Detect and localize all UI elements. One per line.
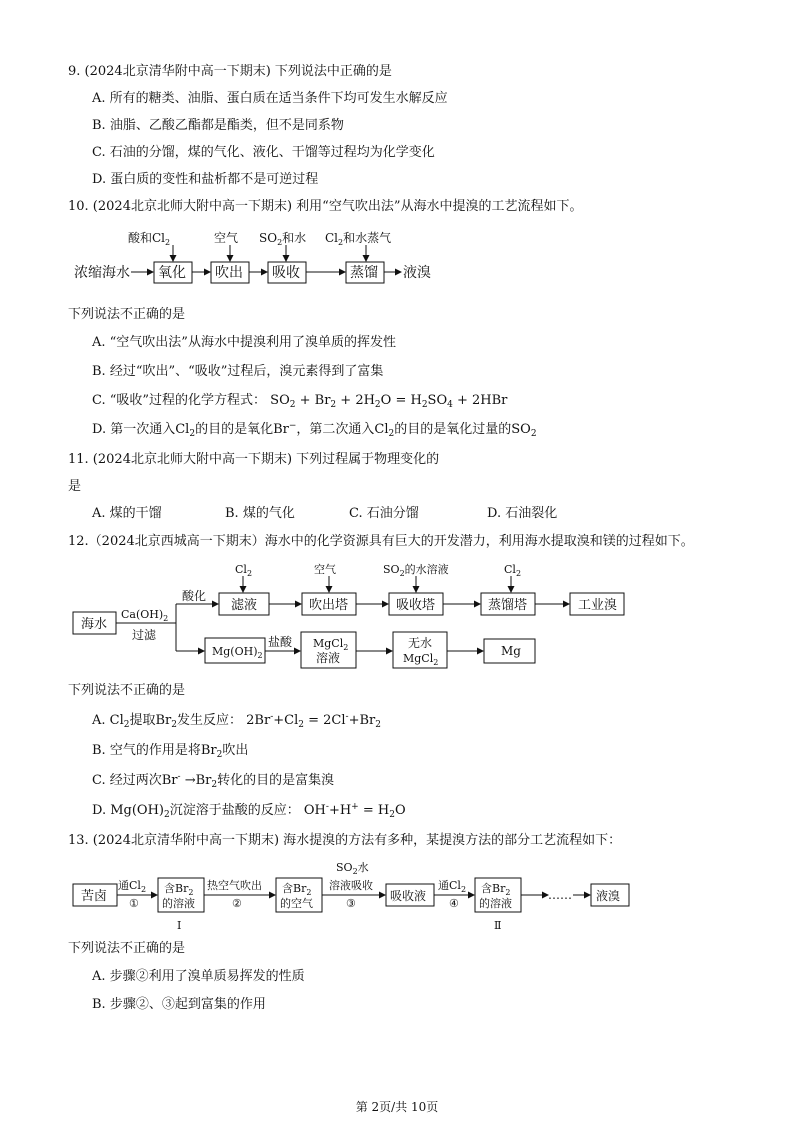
- q13-option-b: B. 步骤②、③起到富集的作用: [92, 997, 266, 1012]
- q12-box-mg-label: Mg: [501, 644, 521, 658]
- page-footer: 第 2页/共 10页: [355, 1100, 439, 1114]
- q10-option-c: C. “吸收”过程的化学方程式： $SO_2 + Br_2 + 2H_2O = H_2SO_4 + 2HBr$: [92, 393, 508, 410]
- q10-option-b: B. 经过“吹出”、“吸收”过程后，溴元素得到了富集: [92, 364, 384, 379]
- q13-box-br2-solution-1-top: 含$Br_2$: [164, 882, 194, 897]
- q12-option-a: A. $Cl_2$提取$Br_2$发生反应： $2Br^-+Cl_2 = 2Cl^-+Br_2$: [92, 712, 381, 730]
- q12-box-solution-label: 溶液: [316, 651, 341, 665]
- q12-box-tower2-label: 吸收塔: [396, 598, 436, 613]
- q13-step3-label-bottom: 溶液吸收: [329, 879, 373, 892]
- q12-box-anhydrous-mgcl2-label: MgCl$_2$: [403, 652, 439, 667]
- q11-option-c: C. 石油分馏: [349, 506, 419, 521]
- q13-box-brine-label: 苦卤: [81, 889, 108, 904]
- q13-label-one: Ⅰ: [177, 919, 182, 932]
- q9-option-b: B. 油脂、乙酸乙酯都是酯类，但不是同系物: [92, 118, 344, 133]
- q10-option-a: A. “空气吹出法”从海水中提溴利用了溴单质的挥发性: [92, 335, 396, 350]
- q10-option-d: D. 第一次通入$Cl_2$的目的是氧化Br−，第二次通入$Cl_2$的目的是氧化过量的$SO_2$: [92, 421, 537, 439]
- q10-start-seawater: 浓缩海水: [74, 265, 130, 281]
- q11-option-d: D. 石油裂化: [487, 506, 558, 521]
- q12-flow-diagram: [73, 562, 624, 668]
- q12-input-cl2-a: $Cl_2$: [235, 563, 253, 578]
- q13-box-absorbent-label: 吸收液: [390, 889, 427, 903]
- q12-input-so2-solution: $SO_2$的水溶液: [383, 563, 449, 578]
- q12-hcl-label: 盐酸: [268, 635, 293, 649]
- q12-box-anhydrous-label: 无水: [408, 636, 433, 650]
- q10-end-liquid-bromine: 液溴: [403, 265, 431, 281]
- q12-reagent-caoh2: $Ca(OH)_2$: [121, 608, 169, 623]
- q9-option-d: D. 蛋白质的变性和盐析都不是可逆过程: [92, 172, 319, 187]
- q12-filter-label: 过滤: [132, 628, 157, 642]
- q11-stem: 11. (2024北京北师大附中高一下期末) 下列过程属于物理变化的: [68, 452, 440, 467]
- q12-acidify-label: 酸化: [182, 589, 207, 603]
- q10-input-air: 空气: [214, 231, 239, 245]
- q13-dots: ……: [548, 888, 572, 902]
- q12-box-mgcl2-label: MgCl$_2$: [313, 637, 349, 652]
- q10-input-acid-cl2: 酸和$Cl_2$: [128, 231, 171, 247]
- q13-flow-diagram: [73, 860, 629, 932]
- q13-step1-label: 通$Cl_2$: [118, 879, 147, 894]
- q10-stem: 10. (2024北京北师大附中高一下期末) 利用“空气吹出法”从海水中提溴的工艺流程如下。: [68, 199, 583, 214]
- q11-stem-cont: 是: [68, 479, 82, 494]
- q13-box-liquid-bromine-label: 液溴: [596, 889, 621, 903]
- q13-box-br2-solution-2-bottom: 的溶液: [479, 897, 512, 910]
- q13-option-a: A. 步骤②利用了溴单质易挥发的性质: [92, 969, 305, 984]
- q11-option-a: A. 煤的干馏: [92, 506, 162, 521]
- q10-box-distill-label: 蒸馏: [350, 265, 378, 281]
- q13-step2-label: 热空气吹出: [207, 879, 262, 892]
- q9-stem: 9. (2024北京清华附中高一下期末) 下列说法中正确的是: [68, 64, 392, 79]
- q13-step4-label: 通$Cl_2$: [438, 879, 467, 894]
- q12-input-cl2-b: $Cl_2$: [504, 563, 522, 578]
- q10-box-blow-label: 吹出: [215, 265, 243, 281]
- q12-box-mgoh2-label: $Mg(OH)_2$: [212, 645, 263, 660]
- q10-box-oxidize-label: 氧化: [158, 265, 186, 281]
- q13-box-br2-air-top: 含$Br_2$: [282, 882, 312, 897]
- q10-flow-diagram: [74, 230, 431, 283]
- q12-option-d: D. $Mg(OH)_2$沉淀溶于盐酸的反应： $OH^-+H^+ = H_2O$: [92, 802, 406, 820]
- q13-ask: 下列说法不正确的是: [68, 941, 186, 956]
- q12-box-filtrate-label: 滤液: [231, 598, 258, 613]
- q12-input-air: 空气: [314, 563, 336, 576]
- q13-box-br2-air-bottom: 的空气: [280, 897, 313, 910]
- q12-ask: 下列说法不正确的是: [68, 683, 186, 698]
- q11-option-b: B. 煤的气化: [225, 506, 295, 521]
- q10-ask: 下列说法不正确的是: [68, 307, 186, 322]
- q12-box-product-label: 工业溴: [578, 598, 618, 613]
- q13-step3-label-top: $SO_2$水: [336, 861, 369, 876]
- q13-step1-number: ①: [129, 897, 139, 910]
- q10-input-cl2-steam: $Cl_2$和水蒸气: [325, 231, 392, 247]
- q13-step2-number: ②: [232, 897, 242, 910]
- q9-option-a: A. 所有的糖类、油脂、蛋白质在适当条件下均可发生水解反应: [92, 91, 448, 106]
- q13-box-br2-solution-1-bottom: 的溶液: [162, 897, 195, 910]
- q13-step3-number: ③: [346, 897, 356, 910]
- q12-option-c: C. 经过两次$Br^- \to Br_2$转化的目的是富集溴: [92, 772, 335, 790]
- q10-box-absorb-label: 吸收: [272, 265, 300, 281]
- q12-box-seawater-label: 海水: [81, 617, 108, 632]
- q12-stem: 12.（2024北京西城高一下期末）海水中的化学资源具有巨大的开发潜力，利用海水提取溴和镁的过程如下。: [68, 534, 694, 549]
- q13-stem: 13. (2024北京清华附中高一下期末) 海水提溴的方法有多种，某提溴方法的部分工艺流程如下：: [68, 833, 622, 848]
- q9-option-c: C. 石油的分馏，煤的气化、液化、干馏等过程均为化学变化: [92, 145, 435, 160]
- q12-option-b: B. 空气的作用是将$Br_2$吹出: [92, 743, 249, 760]
- q13-step4-number: ④: [449, 897, 459, 910]
- q12-box-tower3-label: 蒸馏塔: [488, 598, 528, 613]
- q13-box-br2-solution-2-top: 含$Br_2$: [481, 882, 511, 897]
- q13-label-two: Ⅱ: [494, 919, 502, 932]
- q10-input-so2-water: $SO_2$和水: [259, 231, 307, 247]
- q12-box-tower1-label: 吹出塔: [309, 598, 349, 613]
